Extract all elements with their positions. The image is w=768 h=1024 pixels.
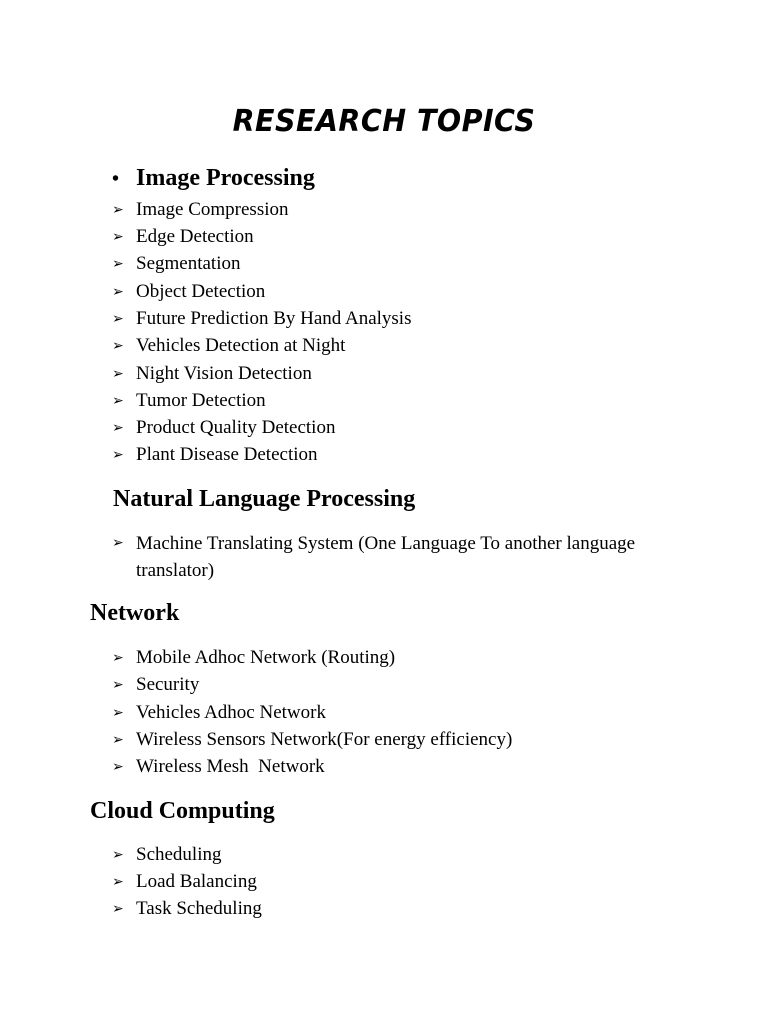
list-item: ➢ Product Quality Detection [112, 414, 335, 442]
list-item: ➢ Future Prediction By Hand Analysis [112, 305, 411, 333]
list-item: ➢ Segmentation [112, 250, 240, 278]
list-item: ➢ Image Compression [112, 196, 289, 224]
arrow-bullet-icon: ➢ [112, 875, 124, 890]
list-item: ➢ Mobile Adhoc Network (Routing) [112, 644, 395, 672]
arrow-bullet-icon: ➢ [112, 902, 124, 917]
arrow-bullet-icon: ➢ [112, 448, 124, 463]
arrow-bullet-icon: ➢ [112, 339, 124, 354]
arrow-bullet-icon: ➢ [112, 203, 124, 218]
list-item: ➢ Security [112, 671, 199, 699]
list-item: ➢ Vehicles Detection at Night [112, 332, 345, 360]
list-item: ➢ Wireless Mesh Network [112, 753, 325, 781]
section-heading-network: Network [90, 600, 180, 626]
arrow-bullet-icon: ➢ [112, 678, 124, 693]
arrow-bullet-icon: ➢ [112, 285, 124, 300]
list-item: ➢ Task Scheduling [112, 895, 262, 923]
list-item: ➢ Plant Disease Detection [112, 441, 318, 469]
arrow-bullet-icon: ➢ [112, 230, 124, 245]
list-item: ➢ Machine Translating System (One Language To another language translator) [112, 530, 692, 584]
bullet-icon: • [112, 168, 120, 190]
arrow-bullet-icon: ➢ [112, 760, 124, 775]
arrow-bullet-icon: ➢ [112, 848, 124, 863]
arrow-bullet-icon: ➢ [112, 367, 124, 382]
section-heading-cloud-computing: Cloud Computing [90, 798, 275, 824]
list-item: ➢ Wireless Sensors Network(For energy efficiency) [112, 726, 512, 754]
list-item: ➢ Tumor Detection [112, 387, 266, 415]
arrow-bullet-icon: ➢ [112, 394, 124, 409]
arrow-bullet-icon: ➢ [112, 257, 124, 272]
page-title: RESEARCH TOPICS [232, 104, 536, 139]
arrow-bullet-icon: ➢ [112, 733, 124, 748]
list-item: ➢ Night Vision Detection [112, 360, 312, 388]
section-heading-image-processing: Image Processing [136, 165, 315, 191]
list-item: ➢ Edge Detection [112, 223, 254, 251]
list-item: ➢ Scheduling [112, 841, 222, 869]
arrow-bullet-icon: ➢ [112, 651, 124, 666]
arrow-bullet-icon: ➢ [112, 536, 124, 551]
section-heading-nlp: Natural Language Processing [113, 486, 416, 512]
arrow-bullet-icon: ➢ [112, 312, 124, 327]
list-item: ➢ Object Detection [112, 278, 265, 306]
arrow-bullet-icon: ➢ [112, 421, 124, 436]
list-item: ➢ Load Balancing [112, 868, 257, 896]
list-item: ➢ Vehicles Adhoc Network [112, 699, 326, 727]
arrow-bullet-icon: ➢ [112, 706, 124, 721]
